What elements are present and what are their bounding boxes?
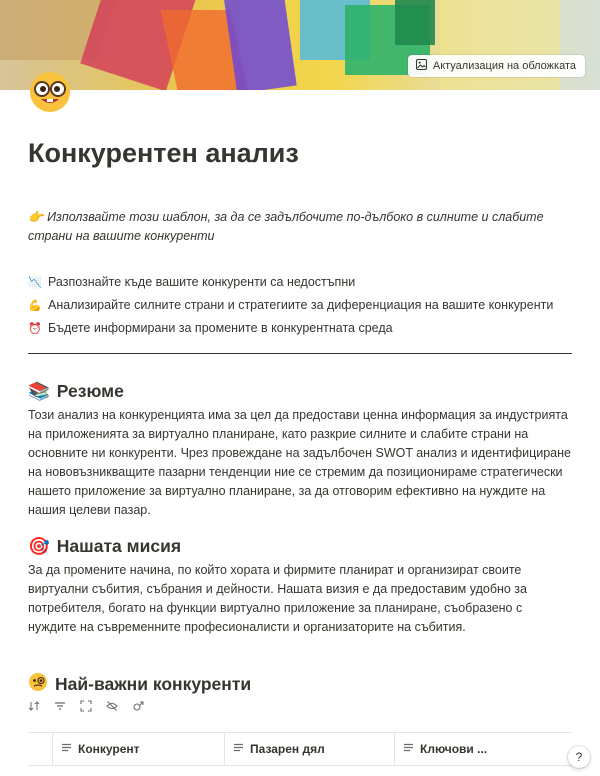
target-icon: 🎯: [28, 536, 50, 556]
column-header-label: Пазарен дял: [250, 742, 325, 756]
automation-icon[interactable]: [132, 700, 144, 712]
hide-icon[interactable]: [106, 700, 118, 712]
column-header-label: Ключови ...: [420, 742, 488, 756]
mission-text: За да промените начина, по който хората и фирмите планират и организират своите виртуални събития, събрания и дейности. Нашата визия е да предоставим удобно за потребителя, богато на функции виртуално приложение за планиране, съобразено с нуждите на съвременните професионалисти и организаторите на събития.: [28, 563, 527, 634]
expand-icon[interactable]: [80, 700, 92, 712]
text-property-icon: [61, 742, 72, 756]
pointing-hand-icon: 👉: [28, 210, 44, 224]
sort-icon[interactable]: [28, 700, 40, 712]
column-header[interactable]: [224, 733, 394, 765]
image-icon: [416, 59, 427, 73]
database-toolbar: [28, 700, 144, 712]
mission-heading[interactable]: [28, 536, 181, 557]
column-header-label: Конкурент: [78, 742, 140, 756]
summary-heading[interactable]: [28, 381, 124, 402]
list-item-text: Анализирайте силните страни и стратегиите за диференциация на вашите конкуренти: [48, 298, 554, 312]
competitors-heading-text: Най-важни конкуренти: [55, 674, 252, 694]
change-cover-label: Актуализация на обложката: [432, 60, 576, 72]
filter-icon[interactable]: [54, 700, 66, 712]
table-row-divider: [28, 765, 572, 766]
face-with-monocle-icon: [28, 672, 48, 697]
list-item: [28, 321, 393, 335]
list-item-text: Бъдете информирани за промените в конкурентната среда: [48, 321, 393, 335]
summary-text: Този анализ на конкуренцията има за цел да предостави ценна информация за индустрията на приложенията за виртуално планиране, като разкрие силните и слабите страни на основните ни конкуренти. Чрез провеждане на задълбочен SWOT анализ и идентифициране на нововъзникващите пазарни тенденции ние се стремим да позиционираме стратегически нашето приложение за виртуално планиране, за да отговорим ефективно на нуждите на нашия целеви пазар.: [28, 408, 571, 517]
mission-heading-text: Нашата мисия: [56, 536, 182, 556]
chart-decreasing-icon: 📉: [28, 276, 42, 289]
summary-heading-text: Резюме: [56, 381, 124, 401]
competitors-table: [28, 732, 572, 776]
text-property-icon: [233, 742, 244, 756]
divider: [28, 353, 572, 354]
competitors-heading[interactable]: [28, 672, 251, 697]
intro-text: Използвайте този шаблон, за да се задълбочите по-дълбоко в силните и слабите страни на вашите конкуренти: [28, 210, 544, 243]
column-header[interactable]: [394, 733, 572, 765]
change-cover-button[interactable]: [408, 55, 585, 77]
help-button[interactable]: [568, 746, 590, 768]
intro-callout: [28, 208, 572, 246]
list-item: [28, 275, 355, 289]
text-property-icon: [403, 742, 414, 756]
column-header[interactable]: [52, 733, 224, 765]
alarm-clock-icon: ⏰: [28, 322, 42, 335]
page-title[interactable]: Конкурентен анализ: [28, 138, 299, 168]
nerd-face-icon[interactable]: [28, 70, 72, 114]
books-icon: 📚: [28, 381, 50, 401]
list-item-text: Разпознайте къде вашите конкуренти са недостъпни: [48, 275, 356, 289]
help-label: ?: [575, 750, 583, 764]
flexed-biceps-icon: 💪: [28, 299, 42, 312]
list-item: [28, 298, 553, 312]
